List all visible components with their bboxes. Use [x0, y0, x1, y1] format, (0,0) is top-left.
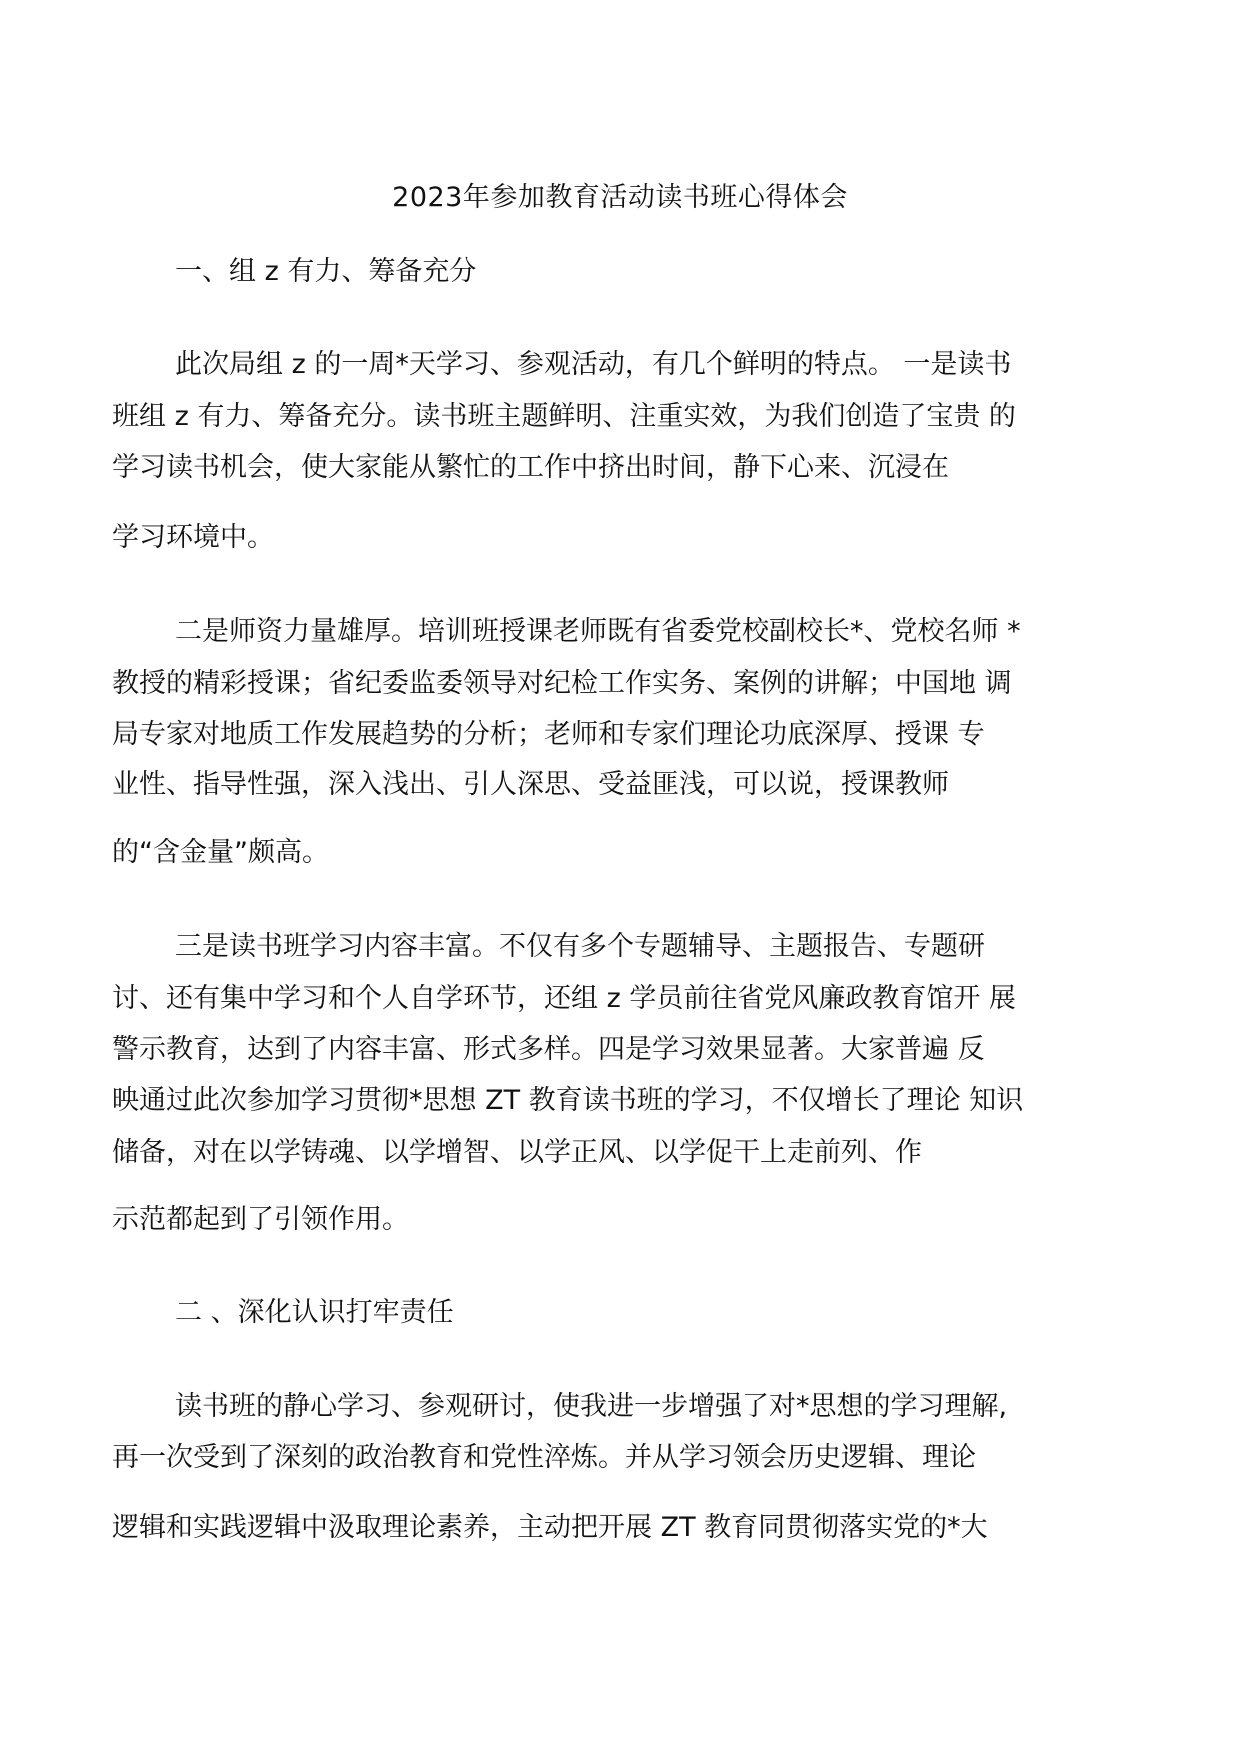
paragraph-4-line-2: 再一次受到了深刻的政治教育和党性淬炼。并从学习领会历史逻辑、理论: [112, 1442, 976, 1473]
paragraph-4-line-3: 逻辑和实践逻辑中汲取理论素养，主动把开展 ZT 教育同贯彻落实党的*大: [112, 1512, 988, 1543]
paragraph-1-line-3: 学习读书机会，使大家能从繁忙的工作中挤出时间，静下心来、沉浸在: [112, 452, 949, 483]
paragraph-3-line-4: 映通过此次参加学习贯彻*思想 ZT 教育读书班的学习，不仅增长了理论 知识: [112, 1085, 1024, 1116]
paragraph-1-line-4: 学习环境中。: [112, 522, 274, 553]
paragraph-1-line-1: 此次局组 z 的一周*天学习、参观活动，有几个鲜明的特点。 一是读书: [175, 349, 1012, 380]
section-heading-1: 一、组 z 有力、筹备充分: [175, 256, 477, 287]
paragraph-2-line-4: 业性、指导性强，深入浅出、引人深思、受益匪浅，可以说，授课教师: [112, 769, 949, 800]
paragraph-3-line-6: 示范都起到了引领作用。: [112, 1204, 409, 1235]
paragraph-3-line-5: 储备，对在以学铸魂、以学增智、以学正风、以学促干上走前列、作: [112, 1137, 922, 1168]
paragraph-1-line-2: 班组 z 有力、筹备充分。读书班主题鲜明、注重实效，为我们创造了宝贵 的: [112, 401, 1016, 432]
paragraph-2-line-3: 局专家对地质工作发展趋势的分析；老师和专家们理论功底深厚、授课 专: [112, 719, 985, 750]
paragraph-3-line-3: 警示教育，达到了内容丰富、形式多样。四是学习效果显著。大家普遍 反: [112, 1034, 985, 1065]
paragraph-2-line-5: 的“含金量”颇高。: [112, 837, 329, 868]
paragraph-2-line-2: 教授的精彩授课；省纪委监委领导对纪检工作实务、案例的讲解；中国地 调: [112, 668, 1012, 699]
section-heading-2: 二 、深化认识打牢责任: [175, 1297, 454, 1328]
paragraph-3-line-1: 三是读书班学习内容丰富。不仅有多个专题辅导、主题报告、专题研: [175, 931, 985, 962]
paragraph-2-line-1: 二是师资力量雄厚。培训班授课老师既有省委党校副校长*、党校名师 *: [175, 616, 1021, 647]
document-title: 2023年参加教育活动读书班心得体会: [392, 182, 848, 213]
paragraph-4-line-1: 读书班的静心学习、参观研讨，使我进一步增强了对*思想的学习理解,: [175, 1391, 1008, 1422]
paragraph-3-line-2: 讨、还有集中学习和个人自学环节，还组 z 学员前往省党风廉政教育馆开 展: [112, 983, 1016, 1014]
